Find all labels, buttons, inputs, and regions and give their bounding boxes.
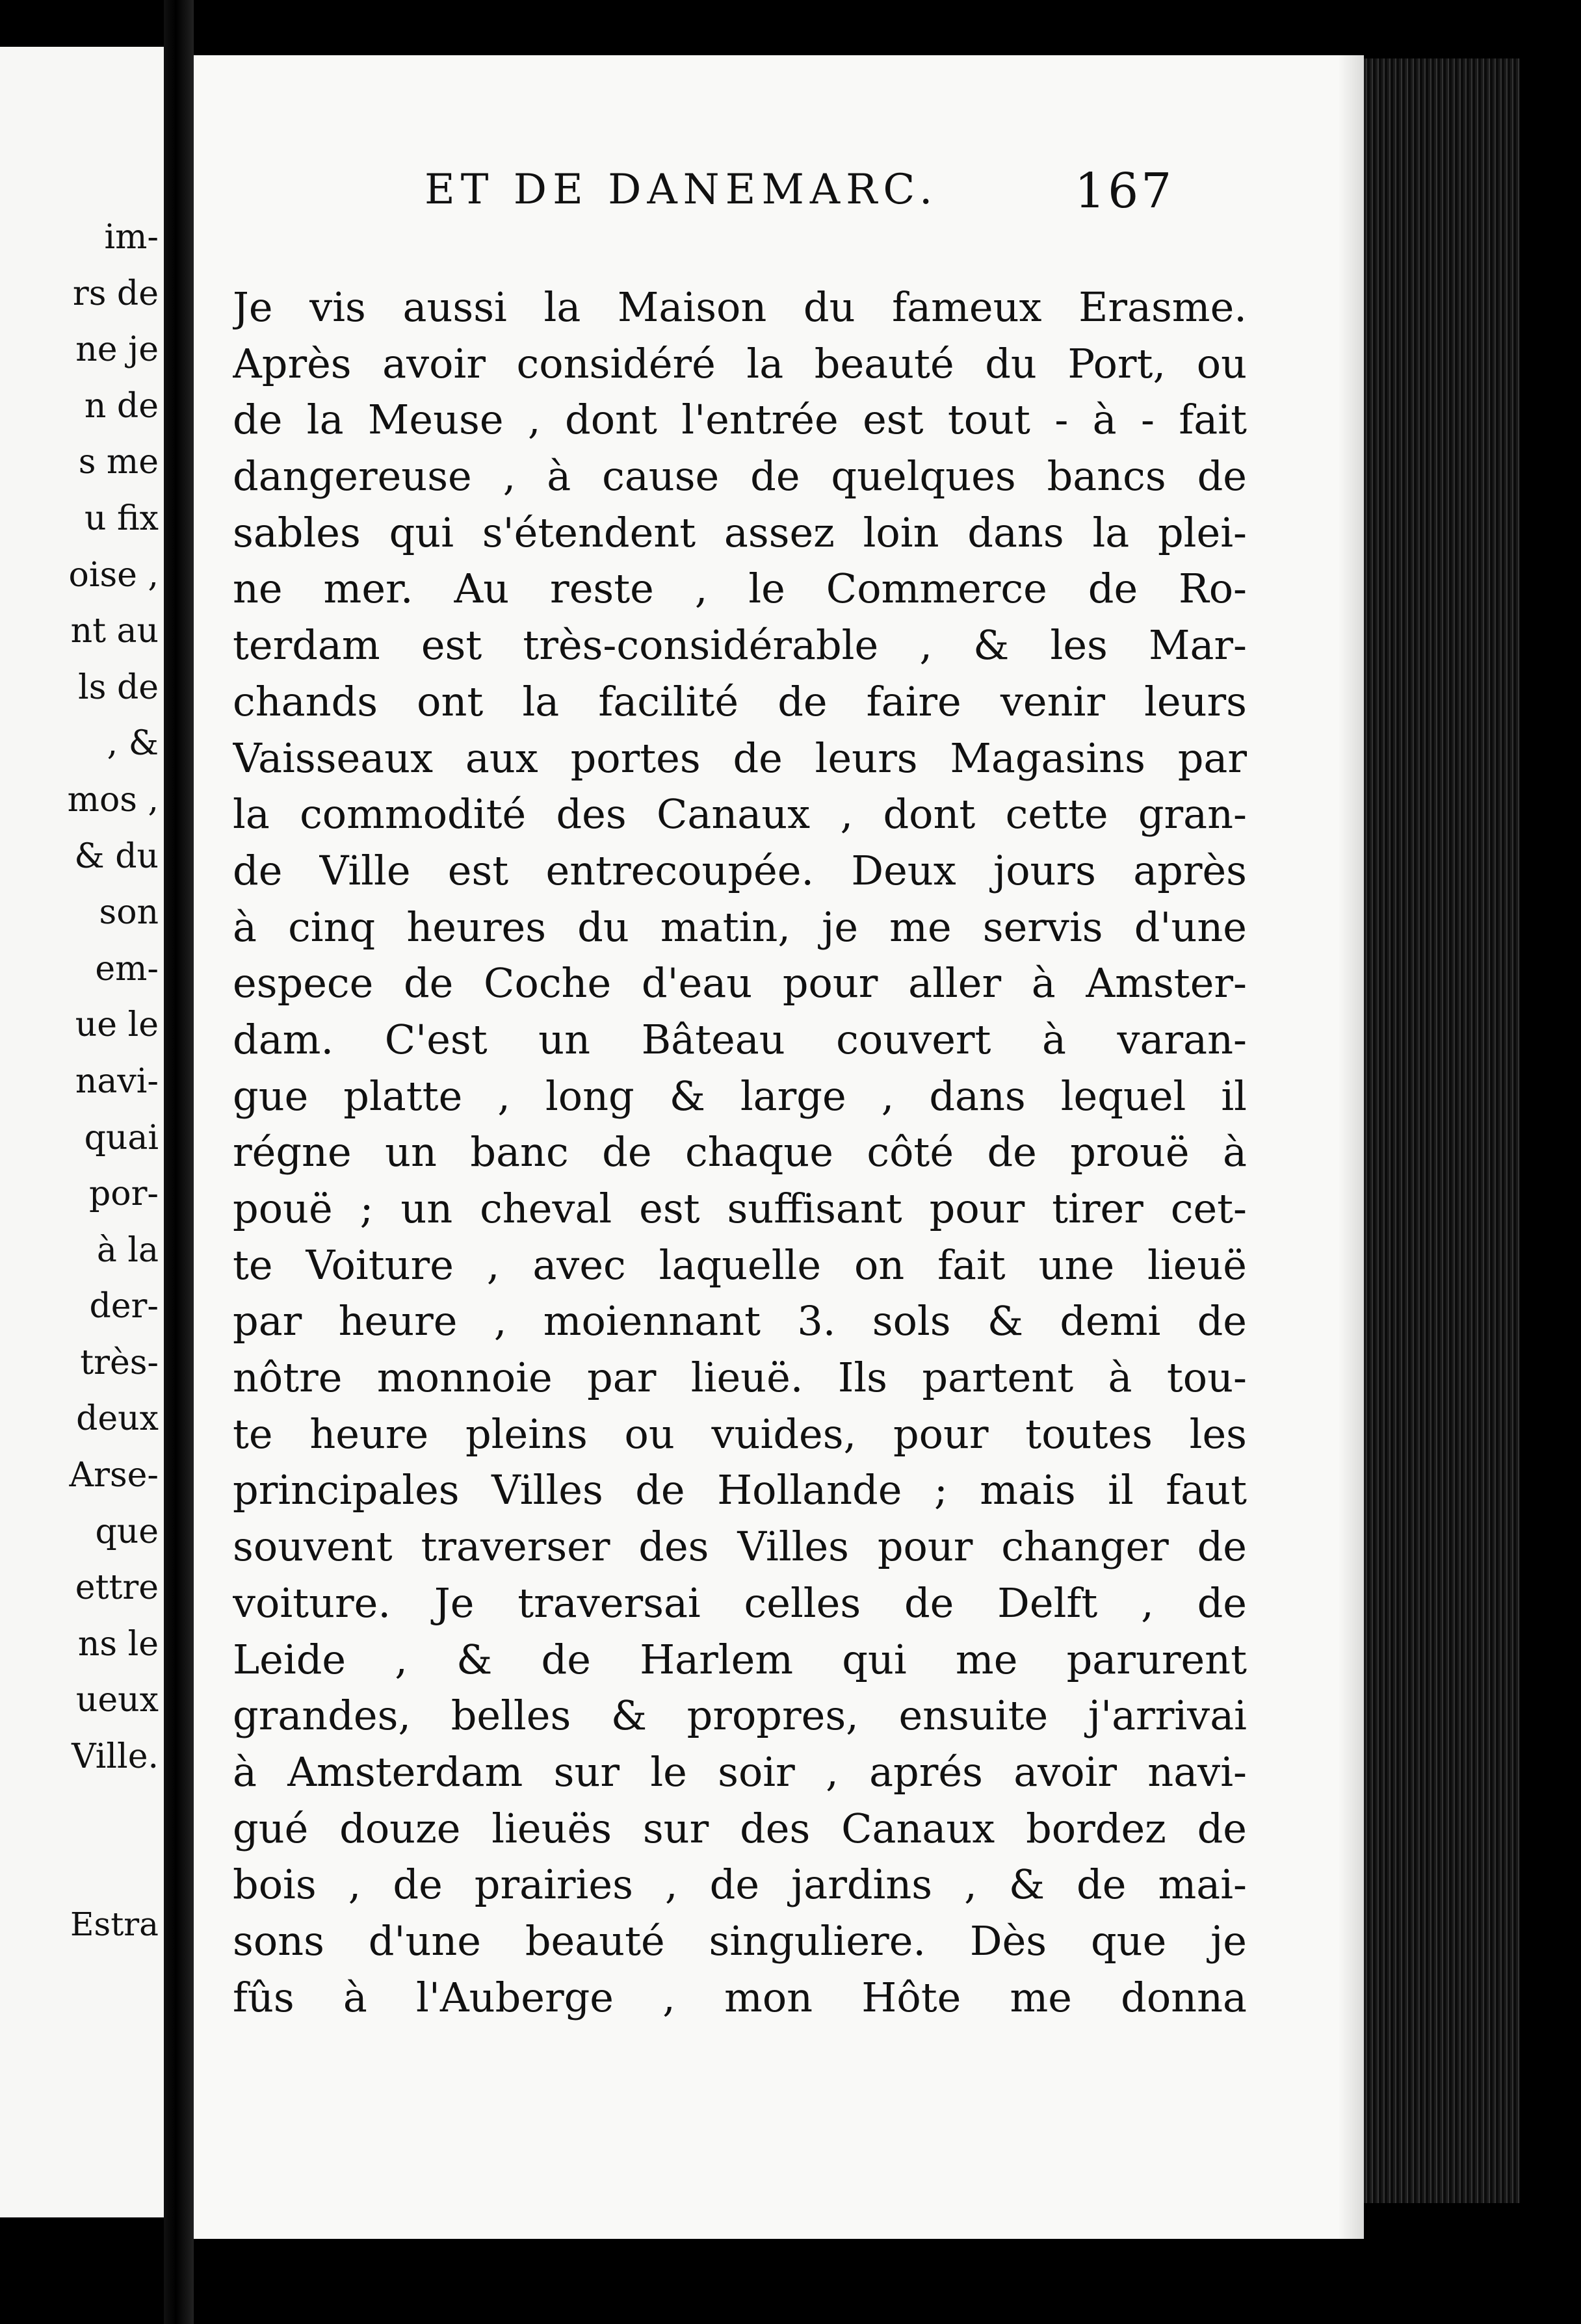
text-line: de Ville est entrecoupée. Deux jours après bbox=[233, 846, 1247, 894]
left-text-fragment: rs de bbox=[72, 274, 159, 313]
left-text-fragment: , & bbox=[107, 724, 159, 764]
text-line: gué douze lieuës sur des Canaux bordez de bbox=[233, 1804, 1247, 1852]
text-line: terdam est très-considérable , & les Mar- bbox=[233, 621, 1247, 669]
left-text-fragment: navi- bbox=[75, 1061, 159, 1101]
left-text-fragment: ueux bbox=[75, 1681, 159, 1720]
page-number: 167 bbox=[1075, 163, 1175, 219]
left-text-fragment: em- bbox=[95, 949, 159, 988]
left-text-fragment: por- bbox=[88, 1174, 159, 1214]
text-line: grandes, belles & propres, ensuite j'arrivai bbox=[233, 1692, 1247, 1740]
left-text-fragment: Arse- bbox=[69, 1456, 159, 1495]
text-line: dam. C'est un Bâteau couvert à varan- bbox=[233, 1015, 1247, 1063]
page-edges bbox=[1364, 58, 1520, 2203]
text-line: par heure , moiennant 3. sols & demi de bbox=[233, 1297, 1247, 1345]
text-line: Après avoir considéré la beauté du Port, ou bbox=[233, 339, 1247, 387]
left-text-fragment: ne je bbox=[75, 330, 159, 370]
text-line: voiture. Je traversai celles de Delft , de bbox=[233, 1579, 1247, 1627]
left-text-fragment: que bbox=[95, 1512, 159, 1551]
left-text-fragment: der- bbox=[89, 1287, 159, 1326]
text-line: souvent traverser des Villes pour changer de bbox=[233, 1523, 1247, 1571]
left-page-catchword: Estra bbox=[70, 1905, 159, 1943]
running-title: ET DE DANEMARC. bbox=[425, 166, 939, 214]
left-text-fragment: & du bbox=[74, 836, 159, 876]
text-line: de la Meuse , dont l'entrée est tout - à - fait bbox=[233, 396, 1247, 444]
left-text-fragment: quai bbox=[84, 1118, 159, 1157]
text-line: te heure pleins ou vuides, pour toutes les bbox=[233, 1410, 1247, 1458]
left-text-fragment: nt au bbox=[70, 612, 159, 651]
left-text-fragment: Ville. bbox=[72, 1737, 159, 1777]
page-header bbox=[194, 163, 1182, 237]
left-page bbox=[0, 47, 164, 2217]
book-gutter bbox=[164, 0, 194, 2324]
text-line: à Amsterdam sur le soir , aprés avoir navi- bbox=[233, 1748, 1247, 1796]
left-text-fragment: s me bbox=[78, 443, 159, 482]
text-line: chands ont la facilité de faire venir leurs bbox=[233, 677, 1247, 725]
text-line: te Voiture , avec laquelle on fait une lieuë bbox=[233, 1241, 1247, 1289]
body-text bbox=[233, 279, 1247, 2026]
left-text-fragment: son bbox=[99, 893, 159, 933]
left-text-fragment: im- bbox=[104, 218, 159, 257]
left-page-text bbox=[0, 209, 159, 1785]
left-text-fragment: très- bbox=[80, 1343, 159, 1382]
left-text-fragment: à la bbox=[96, 1230, 159, 1270]
text-line: bois , de prairies , de jardins , & de mai- bbox=[233, 1861, 1247, 1909]
left-text-fragment: n de bbox=[84, 386, 159, 426]
text-line: espece de Coche d'eau pour aller à Amster- bbox=[233, 959, 1247, 1007]
left-text-fragment: u fix bbox=[84, 498, 159, 538]
right-page bbox=[194, 55, 1364, 2239]
text-line: dangereuse , à cause de quelques bancs de bbox=[233, 452, 1247, 500]
left-text-fragment: oise , bbox=[68, 555, 159, 595]
left-text-fragment: ue le bbox=[75, 1005, 159, 1045]
left-text-fragment: ls de bbox=[78, 667, 159, 707]
text-line: sons d'une beauté singuliere. Dès que je bbox=[233, 1917, 1247, 1965]
text-line: Leide , & de Harlem qui me parurent bbox=[233, 1635, 1247, 1683]
text-line: principales Villes de Hollande ; mais il faut bbox=[233, 1466, 1247, 1514]
text-line: la commodité des Canaux , dont cette gran- bbox=[233, 790, 1247, 838]
left-text-fragment: deux bbox=[76, 1399, 159, 1439]
text-line: Je vis aussi la Maison du fameux Erasme. bbox=[233, 283, 1247, 331]
text-line: nôtre monnoie par lieuë. Ils partent à tou- bbox=[233, 1354, 1247, 1402]
text-line: ne mer. Au reste , le Commerce de Ro- bbox=[233, 565, 1247, 613]
text-line: pouë ; un cheval est suffisant pour tirer cet- bbox=[233, 1185, 1247, 1232]
text-line: gue platte , long & large , dans lequel il bbox=[233, 1072, 1247, 1120]
text-line: sables qui s'étendent assez loin dans la plei- bbox=[233, 508, 1247, 556]
text-line: fûs à l'Auberge , mon Hôte me donna bbox=[233, 1973, 1247, 2021]
page-edge-shadow bbox=[1338, 55, 1364, 2239]
text-line: Vaisseaux aux portes de leurs Magasins par bbox=[233, 734, 1247, 782]
text-line: régne un banc de chaque côté de prouë à bbox=[233, 1128, 1247, 1176]
text-line: à cinq heures du matin, je me servis d'une bbox=[233, 903, 1247, 951]
left-text-fragment: ettre bbox=[75, 1568, 159, 1608]
left-text-fragment: ns le bbox=[77, 1624, 159, 1664]
left-text-fragment: mos , bbox=[67, 780, 159, 820]
